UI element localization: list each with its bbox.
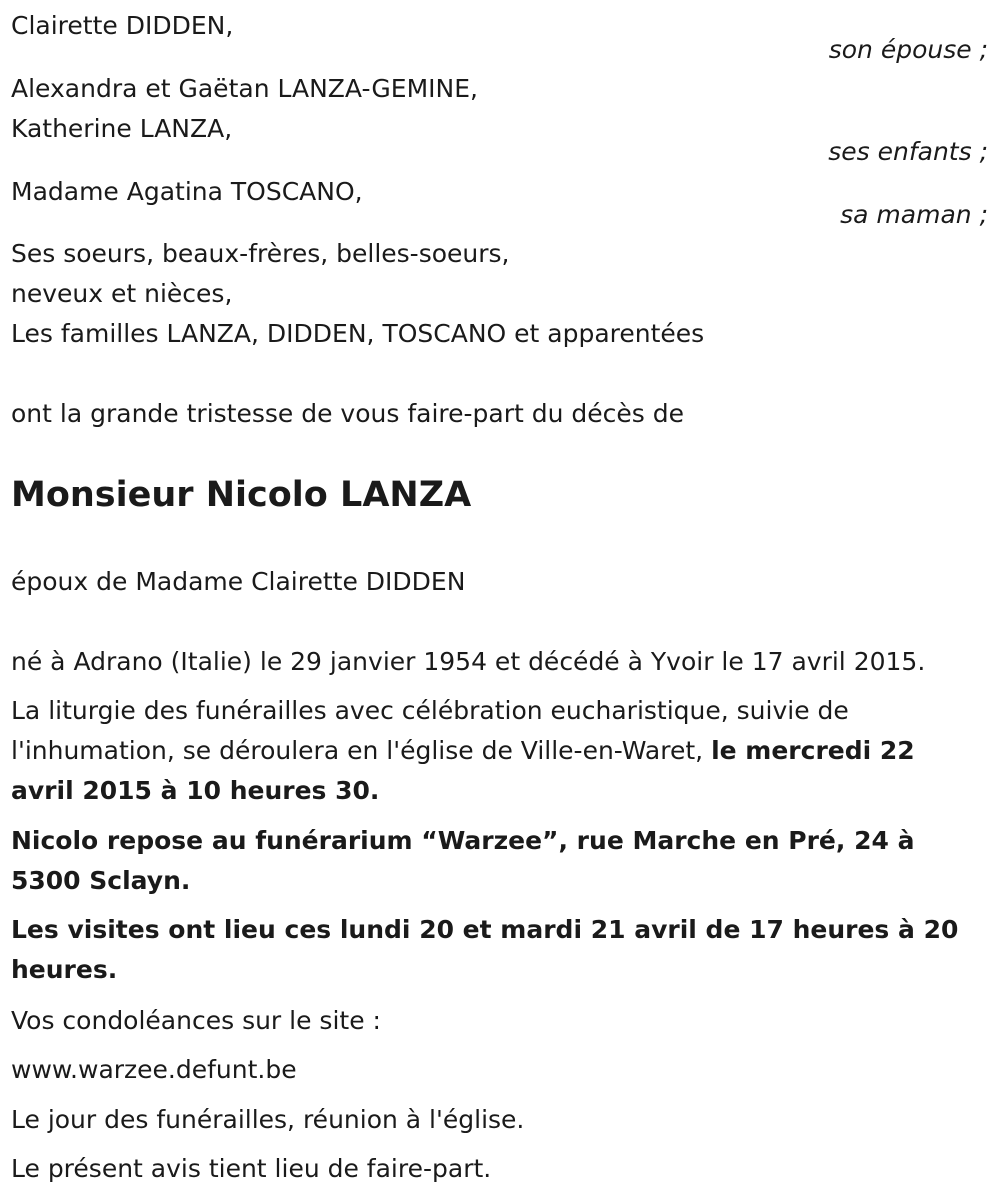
meeting-line: Le jour des funérailles, réunion à l'église. xyxy=(11,1105,525,1134)
liturgy-paragraph xyxy=(11,691,986,811)
relatives-line: Les familles LANZA, DIDDEN, TOSCANO et apparentées xyxy=(11,319,705,348)
mother-role: sa maman ; xyxy=(840,200,988,229)
notice-line: Le présent avis tient lieu de faire-part. xyxy=(11,1154,492,1183)
relatives-line: neveux et nièces, xyxy=(11,279,233,308)
birth-death-line: né à Adrano (Italie) le 29 janvier 1954 et décédé à Yvoir le 17 avril 2015. xyxy=(11,647,926,676)
children-role: ses enfants ; xyxy=(828,137,988,166)
liturgy-text: La liturgie des funérailles avec célébration eucharistique, suivie de l'inhumation, se déroulera en l'église de Ville-en-Waret, xyxy=(11,696,849,765)
spouse-name: Clairette DIDDEN, xyxy=(11,11,234,40)
child-name: Katherine LANZA, xyxy=(11,114,233,143)
mother-name: Madame Agatina TOSCANO, xyxy=(11,177,363,206)
liturgy-date: le mercredi 22 avril 2015 à 10 heures 30. xyxy=(11,736,915,805)
deceased-name: Monsieur Nicolo LANZA xyxy=(11,475,472,515)
website-link[interactable]: www.warzee.defunt.be xyxy=(11,1055,297,1084)
funerarium-paragraph: Nicolo repose au funérarium “Warzee”, rue Marche en Pré, 24 à 5300 Sclayn. xyxy=(11,826,915,895)
visits-paragraph: Les visites ont lieu ces lundi 20 et mardi 21 avril de 17 heures à 20 heures. xyxy=(11,915,959,984)
child-name: Alexandra et Gaëtan LANZA-GEMINE, xyxy=(11,74,478,103)
relatives-line: Ses soeurs, beaux-frères, belles-soeurs, xyxy=(11,239,510,268)
spouse-line: époux de Madame Clairette DIDDEN xyxy=(11,567,466,596)
condolences-label: Vos condoléances sur le site : xyxy=(11,1006,381,1035)
announcement-text: ont la grande tristesse de vous faire-part du décès de xyxy=(11,399,684,428)
spouse-role: son épouse ; xyxy=(828,35,988,64)
